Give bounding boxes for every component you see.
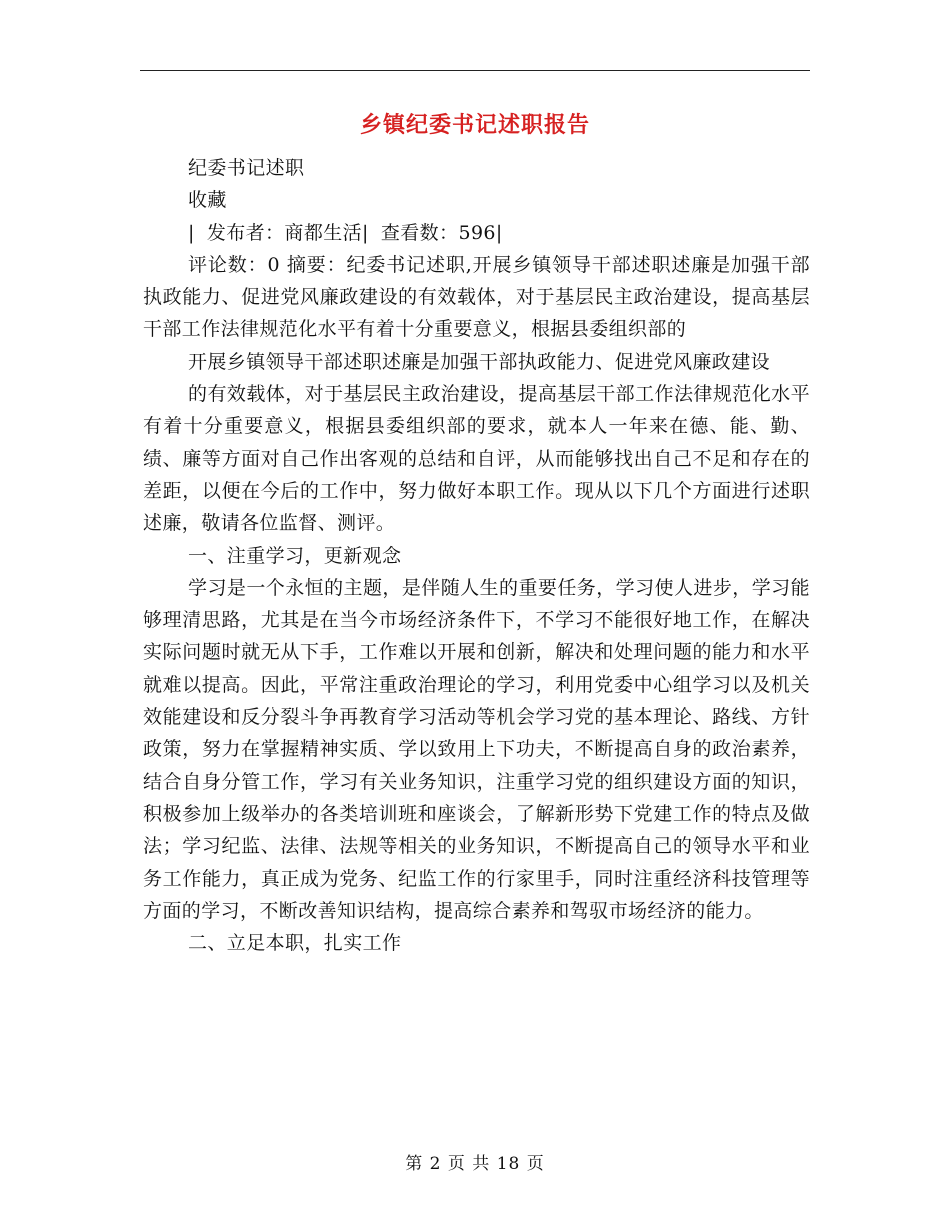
document-title: 乡镇纪委书记述职报告 — [359, 112, 590, 138]
footer-total-pages: 18 — [496, 1154, 521, 1174]
footer-page-number: 2 — [429, 1154, 442, 1174]
meta-line — [143, 217, 810, 249]
views-count: 596 — [458, 221, 496, 244]
body-paragraph: 的有效载体，对于基层民主政治建设，提高基层干部工作法律规范化水平有着十分重要意义，根据县委组织部的要求，就本人一年来在德、能、勤、绩、廉等方面对自己作出客观的总结和自评，从而能够找出自己不足和存在的差距，以便在今后的工作中，努力做好本职工作。现从以下几个方面进行述职述廉，敬请各位监督、测评。 — [143, 383, 810, 535]
publisher-name[interactable]: 商都生活 — [284, 221, 363, 244]
meta-separator: | — [188, 221, 195, 244]
meta-separator: | — [362, 221, 369, 244]
summary-paragraph: 评论数：0 摘要：纪委书记述职,开展乡镇领导干部述职述廉是加强干部执政能力、促进党风廉政建设的有效载体，对于基层民主政治建设，提高基层干部工作法律规范化水平有着十分重要意义，根据县委组织部的 — [143, 253, 810, 341]
body-paragraph: 学习是一个永恒的主题，是伴随人生的重要任务，学习使人进步，学习能够理清思路，尤其是在当今市场经济条件下，不学习不能很好地工作，在解决实际问题时就无从下手，工作难以开展和创新，解决和处理问题的能力和水平就难以提高。因此，平常注重政治理论的学习，利用党委中心组学习以及机关效能建设和反分裂斗争再教育学习活动等机会学习党的基本理论、路线、方针政策，努力在掌握精神实质、学以致用上下功夫，不断提高自身的政治素养，结合自身分管工作，学习有关业务知识，注重学习党的组织建设方面的知识，积极参加上级举办的各类培训班和座谈会，了解新形势下党建工作的特点及做法；学习纪监、法律、法规等相关的业务知识，不断提高自己的领导水平和业务工作能力，真正成为党务、纪监工作的行家里手，同时注重经济科技管理等方面的学习，不断改善知识结构，提高综合素养和驾驭市场经济的能力。 — [143, 576, 810, 922]
footer-prefix: 第 — [405, 1154, 424, 1174]
body-paragraph: 开展乡镇领导干部述职述廉是加强干部执政能力、促进党风廉政建设 — [188, 350, 771, 373]
footer-suffix: 页 — [526, 1154, 545, 1174]
section-heading: 一、注重学习，更新观念 — [188, 544, 402, 567]
section-heading: 二、立足本职，扎实工作 — [188, 932, 402, 955]
subtitle: 纪委书记述职 — [188, 157, 305, 179]
header-rule — [140, 70, 810, 71]
publisher-label: 发布者： — [206, 221, 285, 244]
views-label: 查看数： — [380, 221, 459, 244]
favorite-link[interactable]: 收藏 — [188, 189, 227, 212]
page-footer — [140, 1152, 810, 1176]
footer-middle: 页 共 — [447, 1154, 491, 1174]
meta-separator: | — [495, 221, 503, 244]
document-body — [143, 152, 810, 959]
